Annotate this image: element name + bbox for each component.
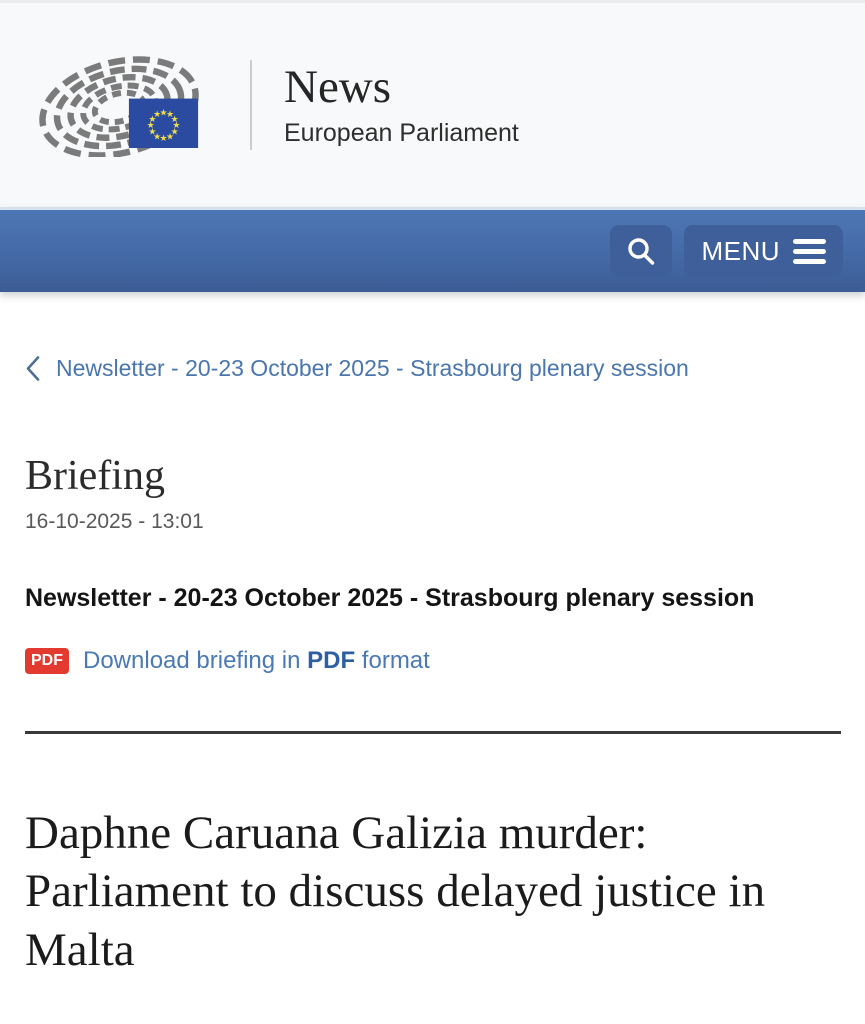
svg-text:★: ★ <box>153 131 162 142</box>
svg-text:★: ★ <box>165 131 174 142</box>
publication-date: 16-10-2025 - 13:01 <box>25 510 204 533</box>
search-icon <box>625 235 657 267</box>
european-parliament-logo[interactable] <box>38 53 206 157</box>
svg-text:★: ★ <box>170 126 179 137</box>
section-divider <box>25 731 841 734</box>
svg-text:★: ★ <box>159 107 168 118</box>
header-divider <box>250 60 252 150</box>
pdf-download-link[interactable] <box>25 647 430 675</box>
chevron-left-icon <box>25 355 41 382</box>
hemicycle-logo-icon <box>38 53 206 157</box>
article-kicker: Briefing <box>25 453 165 499</box>
svg-text:★: ★ <box>153 109 162 120</box>
breadcrumb-label: Newsletter - 20-23 October 2025 - Strasbourg plenary session <box>56 355 689 381</box>
svg-text:★: ★ <box>148 113 157 124</box>
pdf-link-text-after: format <box>355 647 430 674</box>
hamburger-icon <box>793 239 826 264</box>
site-header <box>0 0 865 207</box>
site-title-block <box>284 62 519 149</box>
svg-text:★: ★ <box>148 126 157 137</box>
article-headline: Daphne Caruana Galizia murder: Parliament to discuss delayed justice in Malta <box>25 807 766 976</box>
svg-text:★: ★ <box>159 133 168 144</box>
site-title: News <box>284 60 392 113</box>
pdf-link-text-bold: PDF <box>307 647 356 674</box>
svg-text:★: ★ <box>146 120 155 131</box>
pdf-icon: PDF <box>25 648 69 674</box>
search-button[interactable] <box>610 225 672 277</box>
svg-text:★: ★ <box>172 120 181 131</box>
main-nav-bar <box>0 207 865 292</box>
menu-button-label: MENU <box>701 235 780 266</box>
menu-button[interactable] <box>684 225 843 277</box>
pdf-link-text-before: Download briefing in <box>83 647 308 674</box>
breadcrumb[interactable] <box>25 355 689 382</box>
newsletter-title: Newsletter - 20-23 October 2025 - Strasbourg plenary session <box>25 584 755 612</box>
eu-flag-icon <box>129 99 198 148</box>
svg-text:★: ★ <box>165 109 174 120</box>
site-subtitle: European Parliament <box>284 119 519 148</box>
main-content <box>0 355 865 979</box>
pdf-link-text <box>83 647 430 675</box>
svg-text:★: ★ <box>170 113 179 124</box>
